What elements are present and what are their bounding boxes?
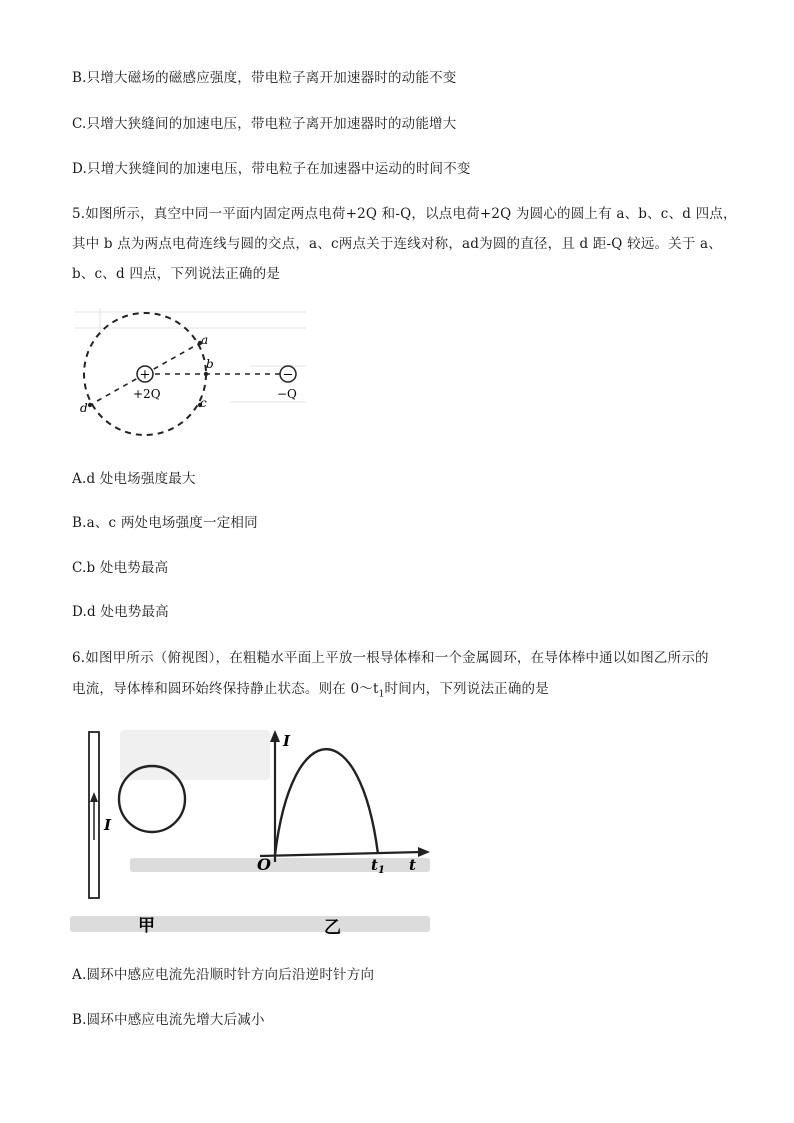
q6-figure [70,720,435,945]
minus-sign: − [282,367,294,383]
label-minus-q: −Q [277,387,297,401]
q4-option-b: B.只增大磁场的磁感应强度，带电粒子离开加速器时的动能不变 [72,70,457,86]
rod-current-label: I [104,816,112,834]
q5-option-a: A.d 处电场强度最大 [72,471,196,487]
label-c: c [200,396,207,410]
point-b [204,372,208,376]
q6-option-b: B.圆环中感应电流先增大后减小 [72,1012,265,1028]
x-axis [260,852,422,856]
label-d: d [80,401,88,415]
q4-option-c: C.只增大狭缝间的加速电压，带电粒子离开加速器时的动能增大 [72,116,457,132]
q5-option-d: D.d 处电势最高 [72,604,169,620]
t1-label-sub: 1 [377,865,385,876]
x-axis-label: t [409,856,416,874]
caption-yi: 乙 [324,918,341,938]
current-curve [275,749,378,855]
q6-diagram [70,720,435,945]
q6-option-a: A.圆环中感应电流先沿顺时针方向后沿逆时针方向 [72,967,375,983]
q6-stem-line-2-end: 时间内，下列说法正确的是 [384,681,549,697]
origin-label: O [257,855,271,874]
point-d [88,403,92,407]
q5-charge-diagram [70,306,310,446]
y-axis-arrow-icon [270,730,280,742]
q6-stem-line-2 [72,677,549,700]
label-a: a [201,333,209,347]
q5-option-c: C.b 处电势最高 [72,560,169,576]
q5-stem-line-1: 5.如图所示，真空中同一平面内固定两点电荷+2Q 和-Q，以点电荷+2Q 为圆心的圆上有 a、b、c、d 四点， [72,206,737,222]
x-axis-arrow-icon [418,847,430,857]
q5-figure [70,306,310,446]
t1-label-t: t [371,856,378,874]
label-plus-2q: +2Q [133,387,161,401]
plus-sign: + [139,367,151,383]
q5-stem-line-2: 其中 b 点为两点电荷连线与圆的交点，a、c两点关于连线对称，ad为圆的直径，且 d 距-Q 较远。关于 a、 [72,236,723,252]
y-axis-label: I [283,732,291,750]
q4-option-d: D.只增大狭缝间的加速电压，带电粒子在加速器中运动的时间不变 [72,161,471,177]
q5-option-b: B.a、c 两处电场强度一定相同 [72,515,258,531]
scan-bleed-through [70,730,430,932]
q5-stem-line-3: b、c、d 四点，下列说法正确的是 [72,266,281,282]
radius-to-a [145,343,200,374]
q6-stem-line-2-start: 电流，导体棒和圆环始终保持静止状态。则在 0～t [72,681,379,697]
label-b: b [206,357,214,371]
q6-stem-line-1: 6.如图甲所示（俯视图），在粗糙水平面上平放一根导体棒和一个金属圆环，在导体棒中通以如图乙所示的 [72,650,709,666]
caption-jia: 甲 [138,916,155,936]
q6-stem-subscript: 1 [378,689,385,700]
scan-artifacts [74,308,306,402]
